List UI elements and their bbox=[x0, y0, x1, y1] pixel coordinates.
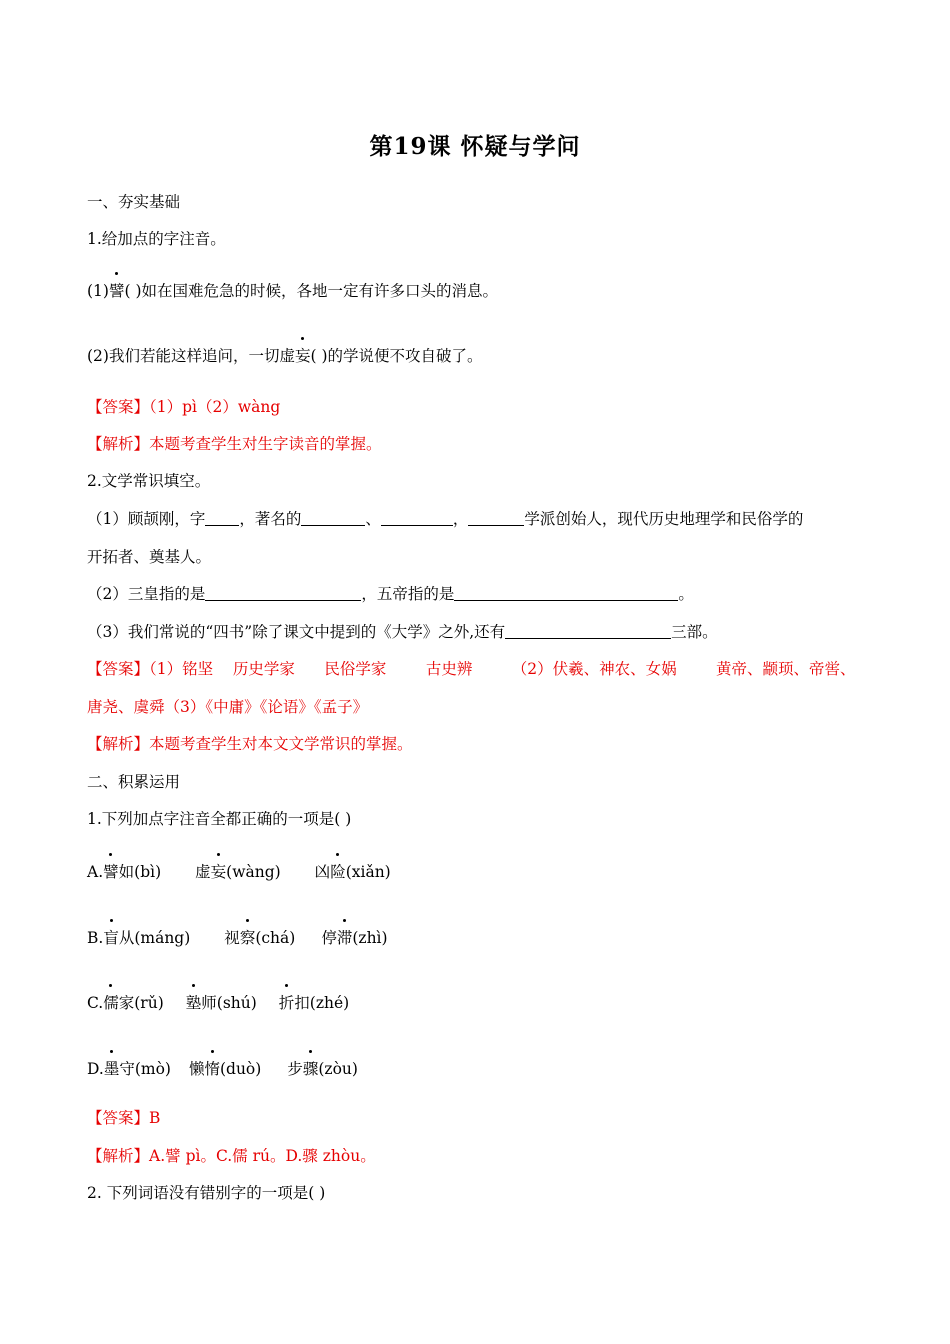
option-letter: A. bbox=[87, 863, 104, 881]
text: (zhì) bbox=[352, 929, 388, 947]
fill-blank[interactable] bbox=[205, 510, 239, 526]
text: (duò) bbox=[219, 1060, 262, 1078]
section-heading: 一、夯实基础 bbox=[87, 193, 181, 211]
text: 守(mò) bbox=[119, 1060, 171, 1078]
text: 师(shú) bbox=[201, 994, 257, 1012]
answer-line bbox=[87, 659, 856, 679]
question-stem: 2. 下列词语没有错别字的一项是( ) bbox=[87, 1184, 326, 1202]
text: 学派创始人，现代历史地理学和民俗学的 bbox=[524, 510, 804, 528]
text: (wàng) bbox=[226, 863, 281, 881]
question-item bbox=[87, 346, 483, 366]
text: 如(bì) bbox=[118, 863, 162, 881]
answer-text: （1）铭坚 历史学家 民俗学家 古史辨 （2）伏羲、神农、女娲 黄帝、颛顼、帝喾、 bbox=[149, 660, 856, 678]
fill-blank[interactable] bbox=[505, 623, 671, 639]
analysis-tag: 【解析】 bbox=[87, 1147, 150, 1165]
text: 虚 bbox=[195, 863, 211, 881]
question-stem: 1.给加点的字注音。 bbox=[87, 230, 226, 248]
text: 家(rǔ) bbox=[118, 994, 164, 1012]
dotted-char: 滞 bbox=[336, 929, 353, 947]
text: ，五帝指的是 bbox=[361, 585, 455, 603]
question-item bbox=[87, 509, 803, 529]
dotted-char: 惰 bbox=[204, 1060, 220, 1078]
answer-tag: 【答案】 bbox=[87, 660, 150, 678]
option-letter: B. bbox=[87, 929, 104, 947]
option-a[interactable] bbox=[87, 862, 391, 882]
text: 。 bbox=[678, 585, 694, 603]
analysis-text: 本题考查学生对本文文学常识的掌握。 bbox=[149, 735, 413, 753]
text: 、 bbox=[365, 510, 381, 528]
question-stem: 1.下列加点字注音全都正确的一项是( ) bbox=[87, 810, 352, 828]
analysis-text: 本题考查学生对生字读音的掌握。 bbox=[149, 435, 382, 453]
text: 停 bbox=[321, 929, 337, 947]
text: 懒 bbox=[188, 1060, 205, 1078]
dotted-char: 险 bbox=[330, 863, 346, 881]
question-item bbox=[87, 584, 694, 604]
text: 从(máng) bbox=[118, 929, 191, 947]
text: 扣(zhé) bbox=[294, 994, 350, 1012]
answer-text: （1）pì（2）wàng bbox=[149, 398, 281, 416]
text: 视 bbox=[224, 929, 240, 947]
dotted-char: 儒 bbox=[103, 994, 119, 1012]
fill-blank[interactable] bbox=[205, 585, 361, 601]
analysis-line bbox=[87, 1146, 376, 1166]
question-stem: 2.文学常识填空。 bbox=[87, 472, 211, 490]
text: （3）我们常说的“四书”除了课文中提到的《大学》之外,还有 bbox=[87, 623, 506, 641]
dotted-char: 譬 bbox=[103, 863, 119, 881]
analysis-line bbox=[87, 734, 413, 754]
text: (2)我们若能这样追问，一切虚 bbox=[87, 347, 295, 365]
answer-tag: 【答案】 bbox=[87, 398, 150, 416]
text: ， bbox=[452, 510, 469, 528]
fill-blank[interactable] bbox=[468, 510, 524, 526]
answer-text: B bbox=[149, 1109, 161, 1127]
text: （2）三皇指的是 bbox=[87, 585, 206, 603]
dotted-char: 塾 bbox=[185, 994, 202, 1012]
analysis-tag: 【解析】 bbox=[87, 435, 150, 453]
answer-line-cont: 唐尧、虞舜（3）《中庸》《论语》《孟子》 bbox=[87, 698, 369, 716]
analysis-line bbox=[87, 434, 382, 454]
page-title: 第19课 怀疑与学问 bbox=[369, 133, 581, 160]
option-letter: C. bbox=[87, 994, 104, 1012]
dotted-char: 墨 bbox=[103, 1060, 120, 1078]
text: ，著名的 bbox=[239, 510, 302, 528]
answer-tag: 【答案】 bbox=[87, 1109, 150, 1127]
text: 步 bbox=[287, 1060, 303, 1078]
fill-blank[interactable] bbox=[454, 585, 678, 601]
dotted-char: 察 bbox=[239, 929, 256, 947]
option-d[interactable] bbox=[87, 1059, 358, 1079]
option-c[interactable] bbox=[87, 993, 349, 1013]
fill-blank[interactable] bbox=[301, 510, 365, 526]
text: (chá) bbox=[255, 929, 296, 947]
question-item bbox=[87, 281, 498, 301]
dotted-char: 盲 bbox=[103, 929, 119, 947]
fill-blank[interactable] bbox=[381, 510, 453, 526]
text: ( )如在国难危急的时候，各地一定有许多口头的消息。 bbox=[124, 282, 499, 300]
analysis-text: A.譬 pì。C.儒 rú。D.骤 zhòu。 bbox=[149, 1147, 376, 1165]
text: (1) bbox=[87, 282, 109, 300]
text: (zòu) bbox=[318, 1060, 358, 1078]
text: ( )的学说便不攻自破了。 bbox=[310, 347, 483, 365]
dotted-char: 譬 bbox=[108, 282, 125, 300]
section-heading: 二、积累运用 bbox=[87, 773, 181, 791]
text: (xiǎn) bbox=[345, 863, 391, 881]
dotted-char: 骤 bbox=[302, 1060, 319, 1078]
question-item-cont: 开拓者、奠基人。 bbox=[87, 548, 212, 566]
answer-line bbox=[87, 397, 280, 417]
question-item bbox=[87, 622, 718, 642]
option-b[interactable] bbox=[87, 928, 388, 948]
text: （1）顾颉刚，字 bbox=[87, 510, 206, 528]
option-letter: D. bbox=[87, 1060, 104, 1078]
text: 凶 bbox=[314, 863, 331, 881]
text: 三部。 bbox=[671, 623, 718, 641]
dotted-char: 折 bbox=[278, 994, 295, 1012]
dotted-char: 妄 bbox=[210, 863, 227, 881]
answer-line bbox=[87, 1108, 160, 1128]
analysis-tag: 【解析】 bbox=[87, 735, 150, 753]
dotted-char: 妄 bbox=[294, 347, 311, 365]
